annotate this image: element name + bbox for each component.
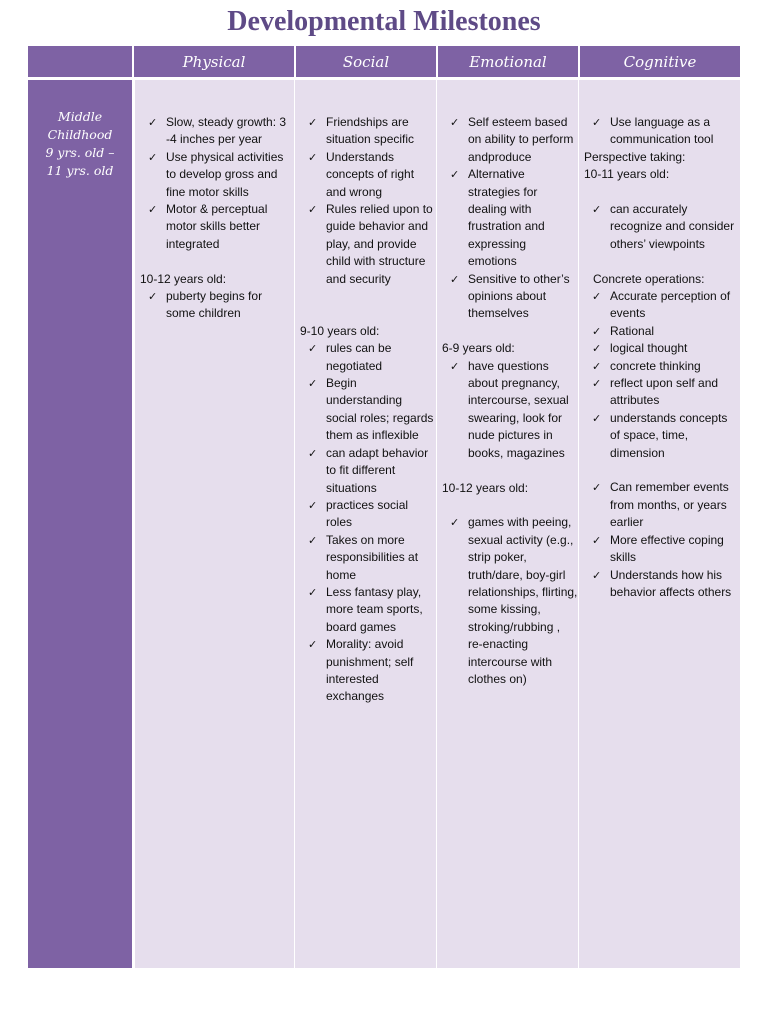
list-item: ✓ puberty begins for some children (148, 289, 263, 321)
checkmark-icon: ✓ (308, 498, 318, 512)
header-physical: Physical (182, 52, 246, 71)
emotional-list (437, 114, 578, 323)
checkmark-icon: ✓ (592, 342, 602, 356)
emotional-sublist-6-9 (437, 358, 578, 462)
list-item: ✓ reflect upon self and attributes (592, 376, 719, 408)
checkmark-icon: ✓ (450, 516, 460, 530)
emotional-subhead-6-9: 6-9 years old: (442, 341, 515, 356)
social-sublist (295, 340, 436, 706)
checkmark-icon: ✓ (592, 533, 602, 547)
cell-social (295, 80, 436, 968)
list-item: ✓ More effective coping skills (592, 532, 724, 565)
checkmark-icon: ✓ (148, 116, 158, 129)
checkmark-icon: ✓ (308, 533, 318, 547)
checkmark-icon: ✓ (308, 377, 318, 391)
header-cognitive: Cognitive (623, 52, 697, 71)
social-subhead: 9-10 years old: (300, 323, 380, 338)
page-title: Developmental Milestones (227, 6, 541, 37)
physical-list (135, 114, 294, 253)
emotional-sublist-10-12 (437, 514, 578, 688)
checkmark-icon: ✓ (450, 359, 460, 373)
cognitive-list-3 (579, 288, 740, 462)
checkmark-icon: ✓ (592, 203, 602, 217)
list-item: ✓ understands concepts of space, time, dimension (592, 410, 728, 460)
list-item: ✓ practices social roles (308, 497, 409, 530)
social-list (295, 114, 436, 288)
checkmark-icon: ✓ (450, 168, 460, 182)
cognitive-subhead-concrete: Concrete operations: (593, 271, 705, 286)
header-divider (578, 46, 580, 77)
cell-cognitive (579, 80, 740, 968)
header-divider (132, 46, 134, 77)
checkmark-icon: ✓ (308, 116, 318, 129)
list-item: ✓ Takes on more responsibilities at home (308, 532, 419, 582)
list-item: ✓ Can remember events from months, or years earlier (592, 480, 729, 530)
checkmark-icon: ✓ (308, 342, 318, 356)
header-divider (436, 46, 438, 77)
list-item: ✓ have questions about pregnancy, intercourse, sexual swearing, look for nude pictures in books, magazines (450, 358, 569, 460)
list-item: ✓ Self esteem based on ability to perform andproduce (450, 115, 574, 164)
physical-sublist (135, 288, 294, 323)
checkmark-icon: ✓ (308, 446, 318, 460)
cognitive-list-2 (579, 201, 740, 253)
list-item: ✓ Rules relied upon to guide behavior and play, and provide child with structure and security (308, 202, 433, 286)
row-header-label: Middle Childhood 9 yrs. old – 11 yrs. old (45, 109, 115, 178)
list-item: ✓ Friendships are situation specific (308, 115, 415, 147)
list-item: ✓ Use language as a communication tool (592, 115, 714, 147)
list-item: ✓ Motor & perceptual motor skills better integrated (148, 202, 268, 251)
cell-physical (135, 80, 294, 968)
checkmark-icon: ✓ (308, 638, 318, 652)
cognitive-subhead-perspective: Perspective taking: (584, 149, 686, 164)
list-item: ✓ Begin understanding social roles; regards them as inflexible (308, 376, 434, 443)
checkmark-icon: ✓ (592, 324, 602, 338)
table-header-row (28, 46, 740, 77)
list-item: ✓ can adapt behavior to fit different situations (308, 445, 429, 495)
list-item: ✓ Morality: avoid punishment; self interested exchanges (308, 637, 414, 704)
checkmark-icon: ✓ (592, 481, 602, 495)
table-body (28, 80, 740, 968)
emotional-subhead-10-12: 10-12 years old: (442, 480, 529, 495)
header-social: Social (342, 52, 390, 71)
list-item: ✓ Understands how his behavior affects others (592, 567, 732, 599)
list-item: ✓ Understands concepts of right and wrong (308, 149, 415, 199)
list-item: ✓ rules can be negotiated (308, 341, 392, 373)
checkmark-icon: ✓ (592, 359, 602, 373)
list-item: ✓ Use physical activities to develop gross and fine motor skills (148, 149, 284, 199)
list-item: ✓ Alternative strategies for dealing with frustration and expressing emotions (450, 167, 545, 269)
list-item: ✓ can accurately recognize and consider others’ viewpoints (592, 202, 735, 251)
physical-subhead: 10-12 years old: (140, 271, 227, 286)
list-item: ✓ games with peeing, sexual activity (e.g., strip poker, truth/dare, boy-girl relationships, flirting, some kissing, stroking/rubbing , re-enacting intercourse with clothes on) (450, 515, 578, 686)
checkmark-icon: ✓ (592, 411, 602, 425)
milestones-table (28, 46, 740, 968)
list-item: ✓ Rational (579, 323, 740, 340)
checkmark-icon: ✓ (450, 116, 460, 129)
list-item: ✓ concrete thinking (579, 358, 740, 375)
list-item: ✓ Accurate perception of events (592, 289, 731, 321)
cognitive-list-4 (579, 479, 740, 601)
row-header-middle-childhood (28, 80, 132, 968)
checkmark-icon: ✓ (592, 116, 602, 129)
list-item: ✓ Slow, steady growth: 3 -4 inches per year (148, 115, 287, 147)
checkmark-icon: ✓ (592, 568, 602, 582)
checkmark-icon: ✓ (148, 290, 158, 304)
checkmark-icon: ✓ (592, 377, 602, 391)
checkmark-icon: ✓ (308, 203, 318, 217)
checkmark-icon: ✓ (450, 272, 460, 286)
checkmark-icon: ✓ (148, 150, 158, 164)
cognitive-subhead-10-11: 10-11 years old: (584, 167, 670, 182)
checkmark-icon: ✓ (148, 203, 158, 217)
header-divider (294, 46, 296, 77)
checkmark-icon: ✓ (308, 585, 318, 599)
cognitive-list-1 (579, 114, 740, 149)
list-item: ✓ logical thought (579, 340, 740, 357)
list-item: ✓ Sensitive to other’s opinions about themselves (450, 271, 570, 321)
list-item: ✓ Less fantasy play, more team sports, board games (308, 584, 423, 634)
cell-emotional (437, 80, 578, 968)
checkmark-icon: ✓ (308, 150, 318, 164)
checkmark-icon: ✓ (592, 290, 602, 304)
header-emotional: Emotional (469, 52, 547, 71)
